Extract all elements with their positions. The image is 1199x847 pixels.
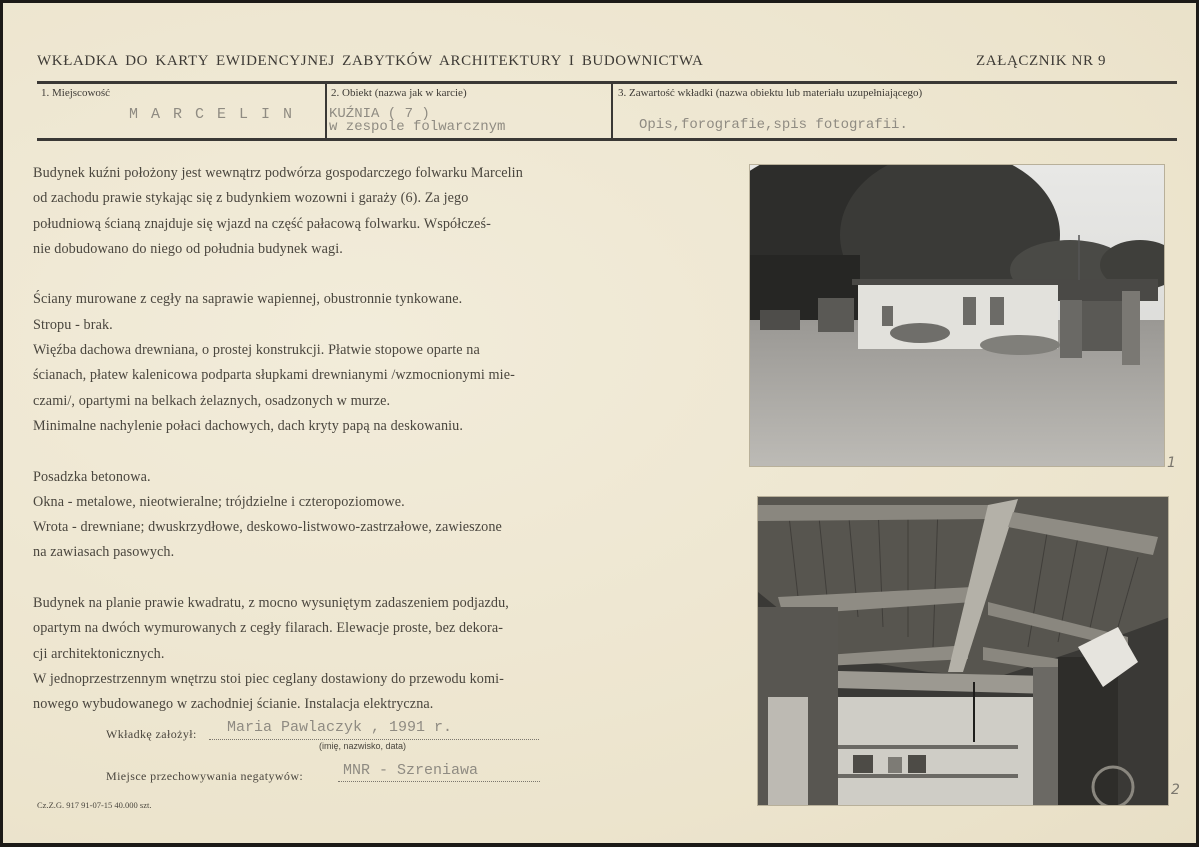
text-line: Minimalne nachylenie połaci dachowych, dach kryty papą na deskowaniu. (33, 417, 464, 434)
object-label: 2. Obiekt (nazwa jak w karcie) (331, 87, 467, 99)
text-line: Posadzka betonowa. (33, 468, 151, 485)
author-label: Wkładkę założył: (106, 727, 197, 741)
text-line: czami/, opartymi na belkach żelaznych, osadzonych w murze. (33, 392, 391, 409)
annex-number: ZAŁĄCZNIK NR 9 (976, 53, 1107, 69)
text-line: opartym na dwóch wymurowanych z cegły filarach. Elewacje proste, bez dekora- (33, 620, 504, 637)
photo-exterior-image (750, 165, 1165, 467)
text-line: ścianach, płatew kalenicowa podparta słupkami drewnianymi /wzmocnionymi mie- (33, 367, 515, 384)
text-line: Budynek na planie prawie kwadratu, z mocno wysuniętym zadaszeniem podjazdu, (33, 595, 509, 612)
print-code: Cz.Z.G. 917 91-07-15 40.000 szt. (37, 800, 152, 810)
contents-value: Opis,forografie,spis fotografii. (639, 117, 908, 133)
photo-number-2: 2 (1171, 782, 1180, 798)
header-rule-bottom (37, 138, 1177, 141)
text-line: nie dobudowano do niego od południa budynek wagi. (33, 240, 343, 257)
text-line: cji architektonicznych. (33, 645, 165, 662)
text-line: Budynek kuźni położony jest wewnątrz podwórza gospodarczego folwarku Marcelin (33, 165, 523, 181)
contents-label: 3. Zawartość wkładki (nazwa obiektu lub materiału uzupełniającego) (618, 87, 923, 99)
photo-exterior (749, 164, 1165, 467)
locality-label: 1. Miejscowość (41, 87, 111, 99)
author-hint: (imię, nazwisko, data) (319, 741, 407, 751)
text-line: Więźba dachowa drewniana, o prostej konstrukcji. Płatwie stopowe oparte na (33, 342, 480, 359)
photo-interior (757, 496, 1169, 806)
negatives-dotline (338, 781, 540, 782)
field-divider-2 (611, 83, 613, 139)
form-title: WKŁADKA DO KARTY EWIDENCYJNEJ ZABYTKÓW ARCHITEKTURY I BUDOWNICTWA (37, 53, 704, 69)
author-dotline (209, 739, 539, 740)
photo-interior-image (758, 497, 1169, 806)
text-line: W jednoprzestrzennym wnętrzu stoi piec ceglany dostawiony do przewodu komi- (33, 670, 504, 687)
object-value-line1: KUŹNIA ( 7 ) (329, 106, 430, 122)
text-line: Okna - metalowe, nieotwieralne; trójdzielne i czteropoziomowe. (33, 493, 405, 510)
text-line: na zawiasach pasowych. (33, 544, 175, 561)
description-text (33, 161, 733, 718)
text-line: od zachodu prawie stykając się z budynkiem wozowni i garaży (6). Za jego (33, 190, 469, 207)
text-line: nowego wybudowanego w zachodniej ścianie. Instalacja elektryczna. (33, 696, 434, 713)
author-value: Maria Pawlaczyk , 1991 r. (227, 719, 453, 736)
locality-value: M A R C E L I N (129, 106, 295, 123)
object-value-line2: w zespole folwarcznym (329, 119, 506, 135)
negatives-value: MNR - Szreniawa (343, 762, 479, 779)
text-line: Stropu - brak. (33, 316, 113, 333)
field-divider-1 (325, 83, 327, 139)
document-page (3, 3, 1196, 843)
photo-number-1: 1 (1167, 455, 1176, 471)
header-rule-top (37, 81, 1177, 84)
negatives-label: Miejsce przechowywania negatywów: (106, 769, 304, 783)
text-line: Ściany murowane z cegły na saprawie wapiennej, obustronnie tynkowane. (33, 291, 463, 308)
text-line: Wrota - drewniane; dwuskrzydłowe, deskowo-listwowo-zastrzałowe, zawieszone (33, 519, 502, 536)
text-line: południową ścianą znajduje się wjazd na część pałacową folwarku. Współcześ- (33, 215, 491, 232)
